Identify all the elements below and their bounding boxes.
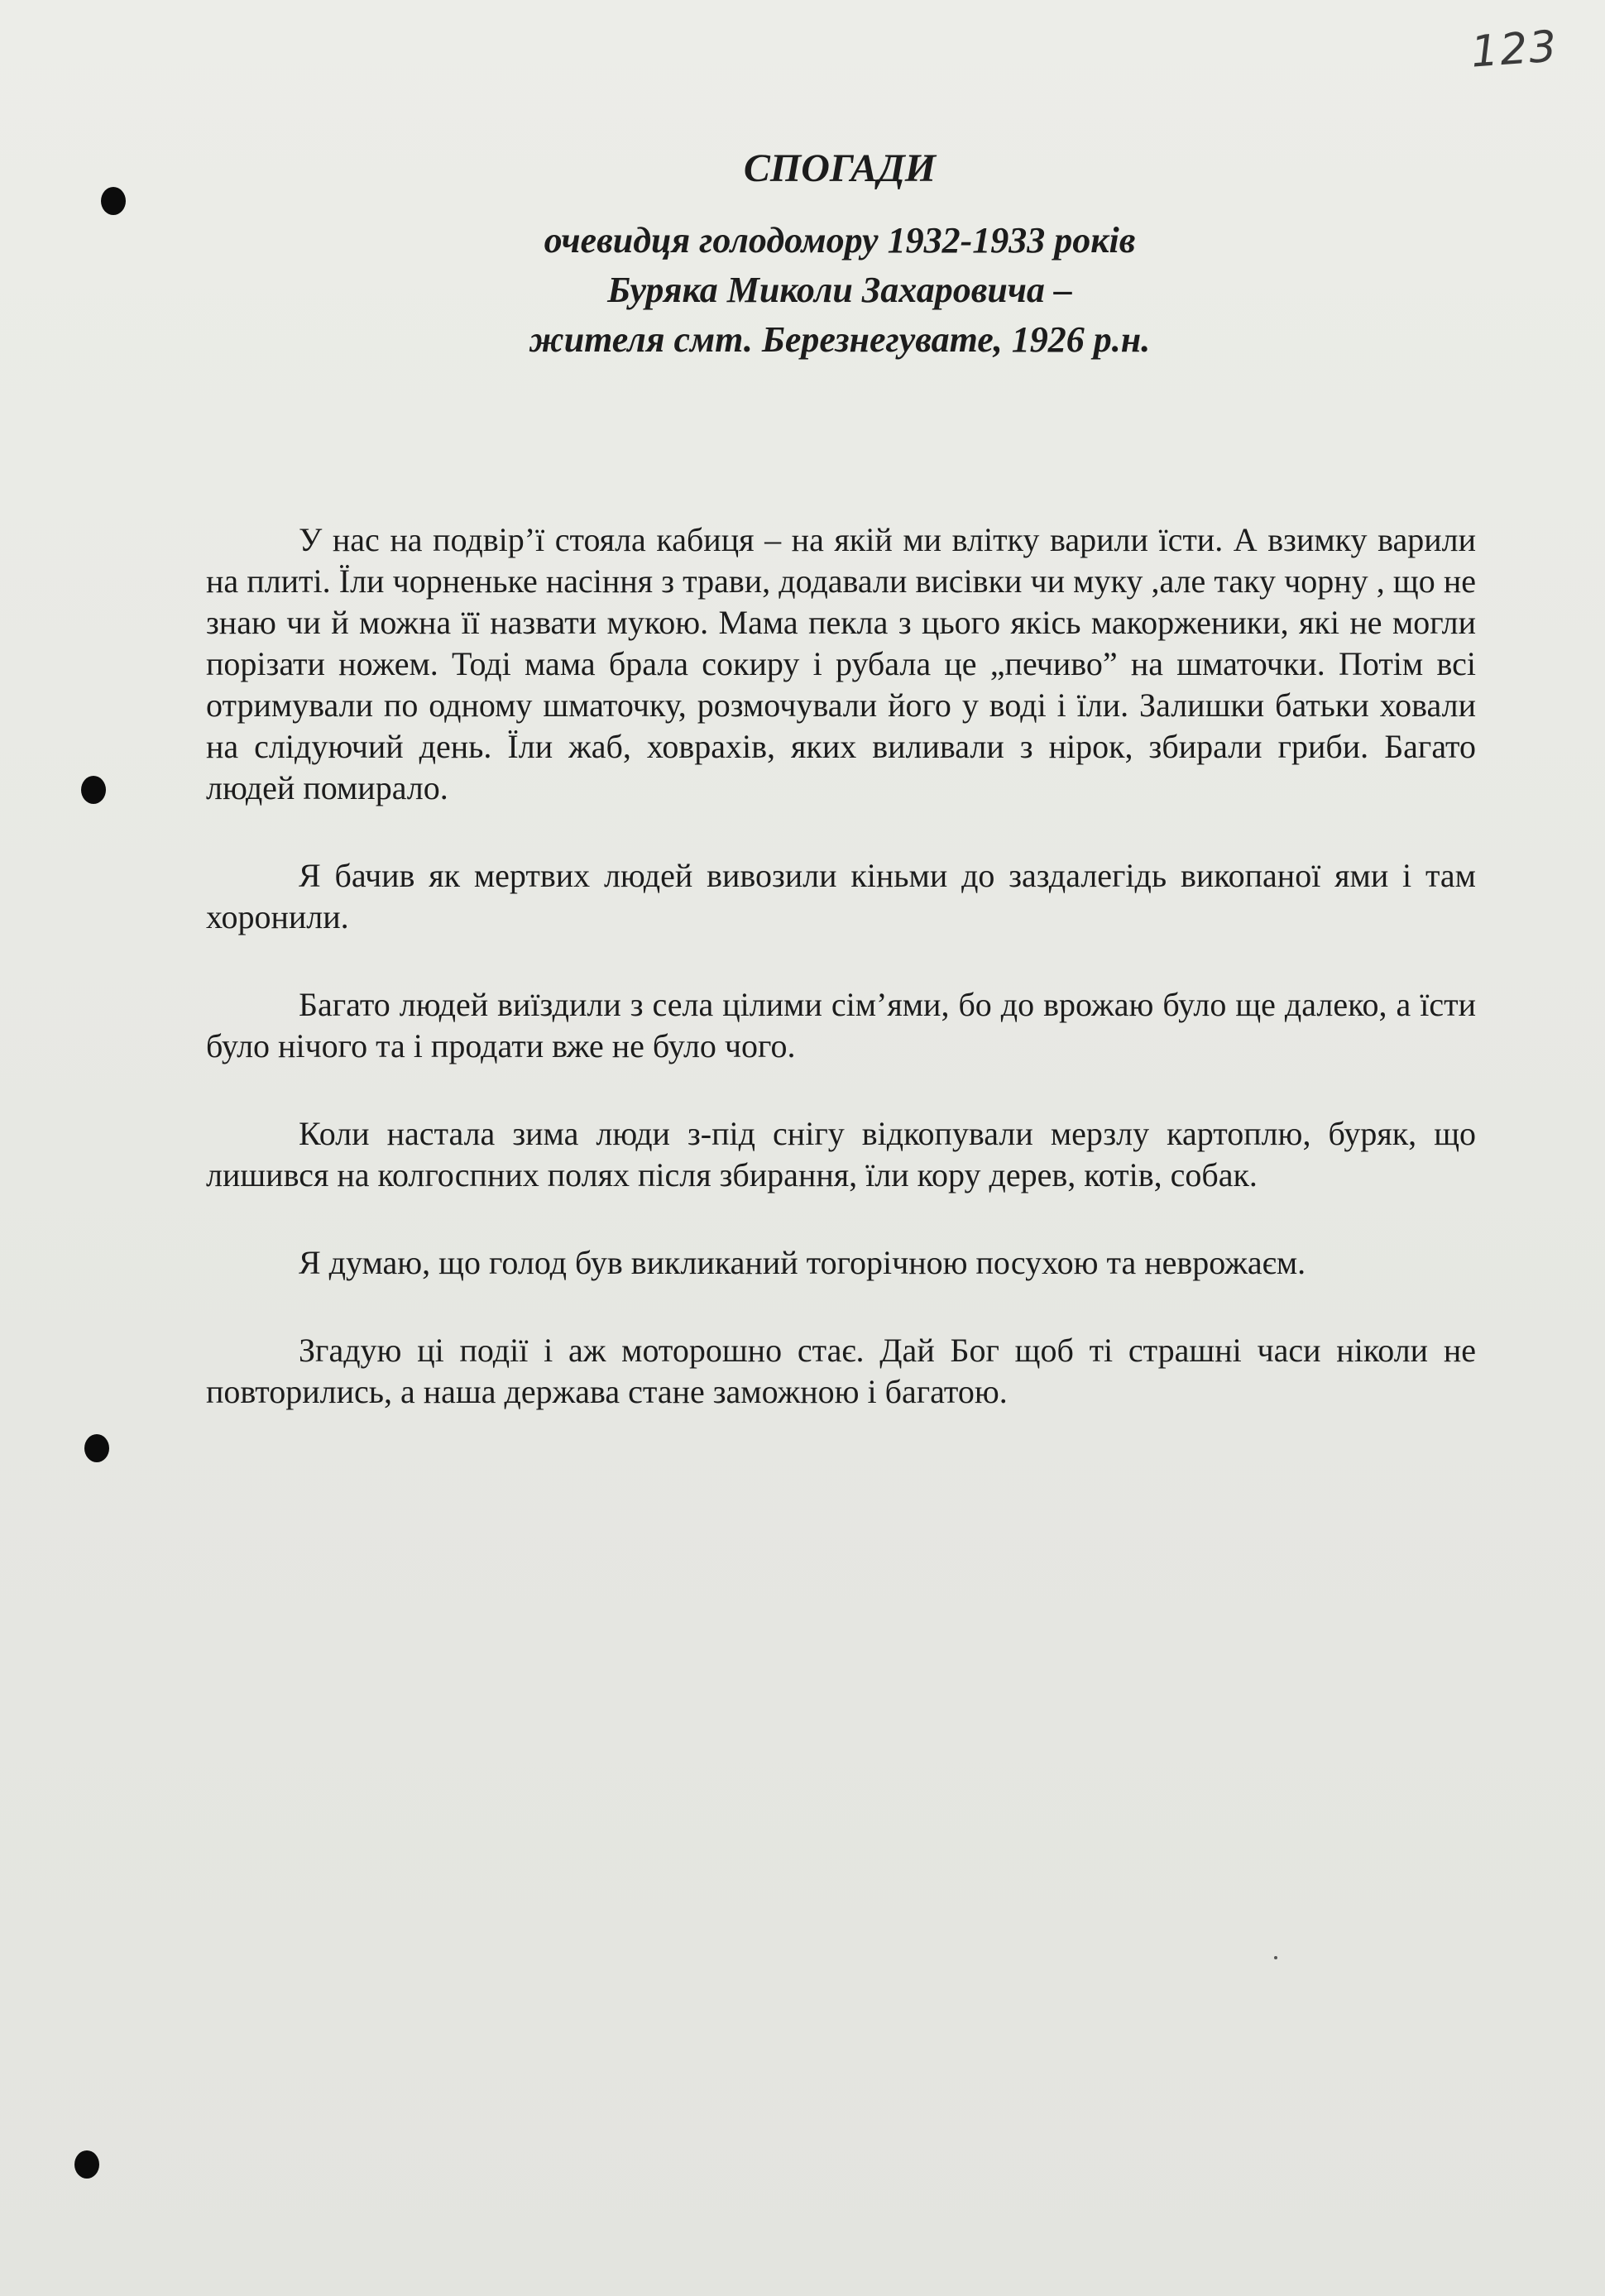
paragraph: У нас на подвір’ї стояла кабиця – на якій ми влітку варили їсти. А взимку варили на плиті. Їли чорненьке насіння з трави, додавали висівки чи муку ,але таку чорну , що не знаю чи й можна її назвати мукою. Мама пекла з цього якісь макорженики, які не могли порізати ножем. Тоді мама брала сокиру і рубала це „печиво” на шматочки. Потім всі отримували по одному шматочку, розмочували його у воді і їли. Залишки батьки ховали на слідуючий день. Їли жаб, ховрахів, яких виливали з нірок, збирали гриби. Багато людей помирало. xyxy=(206,521,1476,806)
paragraph: Я бачив як мертвих людей вивозили кіньми до заздалегідь викопаної ями і там хоронили. xyxy=(206,857,1476,935)
paragraph: Коли настала зима люди з-під снігу відкопували мерзлу картоплю, буряк, що лишився на колгоспних полях після збирання, їли кору дерев, котів, собак. xyxy=(206,1115,1476,1193)
subtitle-line: Буряка Миколи Захаровича – xyxy=(607,270,1072,310)
document-title: СПОГАДИ xyxy=(743,146,937,190)
paragraph: Згадую ці події і аж моторошно стає. Дай Бог щоб ті страшні часи ніколи не повторились, а наша держава стане заможною і багатою. xyxy=(206,1332,1476,1410)
document-body xyxy=(206,519,1476,1459)
handwritten-page-number: 123 xyxy=(1469,22,1560,78)
scan-speck xyxy=(1274,1956,1277,1959)
subtitle-line: очевидця голодомору 1932-1933 років xyxy=(544,220,1136,261)
punch-hole xyxy=(81,776,106,804)
paragraph: Багато людей виїздили з села цілими сім’ями, бо до врожаю було ще далеко, а їсти було нічого та і продати вже не було чого. xyxy=(206,986,1476,1064)
document-header xyxy=(0,145,1605,365)
punch-hole xyxy=(84,1434,109,1462)
subtitle-line: жителя смт. Березнегувате, 1926 р.н. xyxy=(529,319,1151,360)
punch-hole xyxy=(74,2150,99,2179)
paragraph: Я думаю, що голод був викликаний тогорічною посухою та неврожаєм. xyxy=(299,1244,1306,1281)
